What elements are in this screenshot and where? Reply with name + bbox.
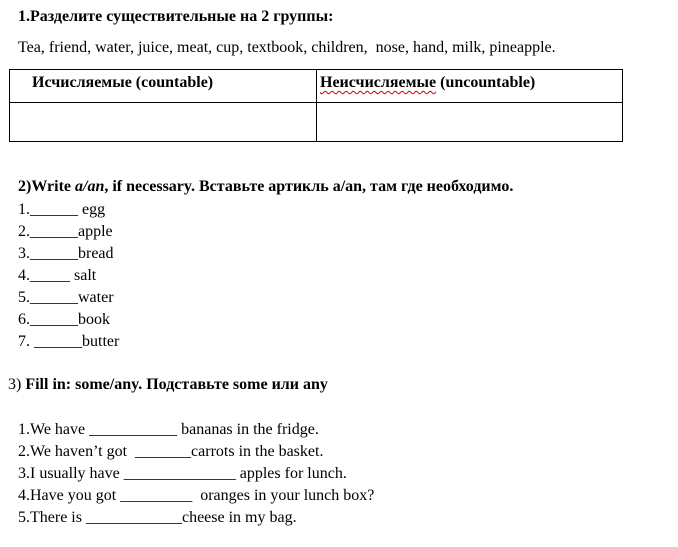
fill-in-item: 5.There is ____________cheese in my bag. (18, 509, 297, 526)
table-header-uncountable (320, 74, 535, 92)
article-item: 6.______book (18, 311, 110, 328)
countable-answer-cell[interactable] (10, 103, 316, 141)
section2-title-suffix: , if necessary. Вставьте артикль a/an, там где необходимо. (104, 178, 514, 195)
fill-in-item: 1.We have ___________ bananas in the fridge. (18, 421, 319, 438)
section2-title-italic: a/an (75, 178, 105, 195)
article-item: 7. ______butter (18, 333, 120, 350)
article-item: 3.______bread (18, 245, 114, 262)
article-item: 1.______ egg (18, 201, 106, 218)
article-item: 5.______water (18, 289, 114, 306)
section2-title-prefix: 2)Write (18, 178, 76, 195)
table-header-countable: Исчисляемые (countable) (32, 74, 214, 91)
section3-title-text: Fill in: some/any. Подставьте some или any (25, 376, 328, 393)
classification-table (9, 69, 623, 142)
fill-in-item: 4.Have you got _________ oranges in your lunch box? (18, 487, 375, 504)
fill-in-item: 3.I usually have ______________ apples for lunch. (18, 465, 347, 482)
section3-number: 3) (8, 376, 26, 393)
section1-word-list: Tea, friend, water, juice, meat, cup, textbook, children, nose, hand, milk, pineapple. (18, 39, 556, 56)
section1-title: 1.Разделите существительные на 2 группы: (18, 8, 334, 25)
section3-title (8, 377, 328, 393)
section2-title (18, 179, 513, 195)
uncountable-answer-cell[interactable] (317, 103, 622, 141)
table-header-uncountable-rest: (uncountable) (436, 74, 536, 91)
fill-in-item: 2.We haven’t got _______carrots in the basket. (18, 443, 324, 460)
spellcheck-underlined-word: Неисчисляемые (320, 74, 437, 91)
article-item: 2.______apple (18, 223, 113, 240)
article-item: 4._____ salt (18, 267, 97, 284)
